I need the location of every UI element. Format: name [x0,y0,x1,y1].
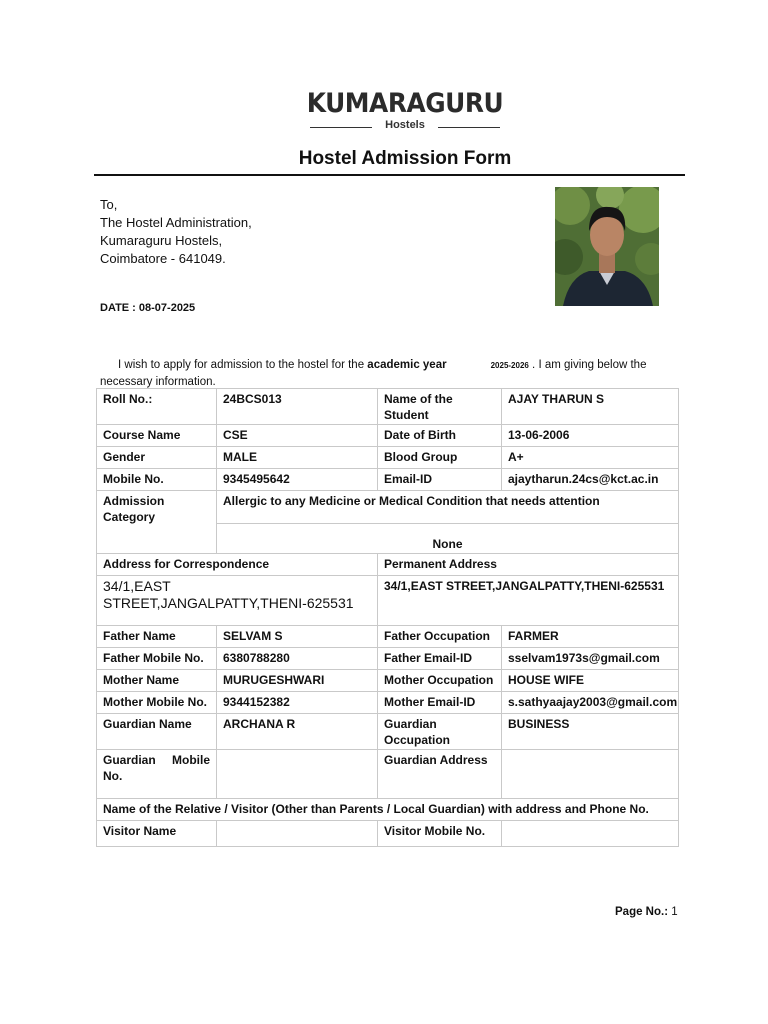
father-mobile-value: 6380788280 [217,648,378,670]
mother-occupation-label: Mother Occupation [378,670,502,692]
mother-name-value: MURUGESHWARI [217,670,378,692]
guardian-occupation-value: BUSINESS [502,714,679,750]
guardian-mobile-label: Guardian Mobile No. [97,750,217,799]
mother-name-label: Mother Name [97,670,217,692]
table-row [97,648,679,670]
permanent-address-label: Permanent Address [378,554,679,576]
correspondence-address-value: 34/1,EAST STREET,JANGALPATTY,THENI-625531 [97,576,378,626]
table-row [97,714,679,750]
logo-wordmark: KUMARAGURU [306,88,504,119]
father-occupation-value: FARMER [502,626,679,648]
dob-value: 13-06-2006 [502,425,679,447]
address-line: Coimbatore - 641049. [100,251,226,266]
admission-form-table [96,388,679,847]
mother-email-label: Mother Email-ID [378,692,502,714]
visitor-mobile-label: Visitor Mobile No. [378,821,502,847]
mother-mobile-label: Mother Mobile No. [97,692,217,714]
table-row [97,389,679,425]
father-mobile-label: Father Mobile No. [97,648,217,670]
mother-email-value: s.sathyaajay2003@gmail.com [502,692,679,714]
father-email-label: Father Email-ID [378,648,502,670]
father-name-label: Father Name [97,626,217,648]
table-row [97,491,679,524]
address-line: To, [100,197,118,212]
table-row [97,750,679,799]
page-number [615,906,678,918]
mobile-value: 9345495642 [217,469,378,491]
intro-text-1: I wish to apply for admission to the hostel for the [118,359,368,371]
email-label: Email-ID [378,469,502,491]
student-photo-image [555,187,659,306]
academic-year: 2025-2026 [490,361,529,370]
correspondence-address-label: Address for Correspondence [97,554,378,576]
email-value: ajaytharun.24cs@kct.ac.in [502,469,679,491]
roll-no-value: 24BCS013 [217,389,378,425]
intro-paragraph [100,357,680,390]
visitor-mobile-value [502,821,679,847]
father-name-value: SELVAM S [217,626,378,648]
relative-visitor-label: Name of the Relative / Visitor (Other than Parents / Local Guardian) with address and Phone No. [97,799,679,821]
table-row [97,447,679,469]
mother-mobile-value: 9344152382 [217,692,378,714]
allergy-value: None [217,524,679,554]
father-occupation-label: Father Occupation [378,626,502,648]
guardian-address-value [502,750,679,799]
mobile-label: Mobile No. [97,469,217,491]
course-name-label: Course Name [97,425,217,447]
student-name-value: AJAY THARUN S [502,389,679,425]
address-line: Kumaraguru Hostels, [100,233,223,248]
guardian-address-label: Guardian Address [378,750,502,799]
guardian-name-value: ARCHANA R [217,714,378,750]
allergy-label: Allergic to any Medicine or Medical Condition that needs attention [217,491,679,524]
course-name-value: CSE [217,425,378,447]
visitor-name-value [217,821,378,847]
table-row [97,799,679,821]
table-row [97,576,679,626]
table-row [97,554,679,576]
blood-group-label: Blood Group [378,447,502,469]
table-row [97,670,679,692]
admission-category-label: Admission Category [97,491,217,554]
table-row [97,626,679,648]
table-row [97,692,679,714]
recipient-address [100,196,252,268]
guardian-name-label: Guardian Name [97,714,217,750]
logo-subtitle [310,119,500,133]
table-row [97,469,679,491]
father-email-value: sselvam1973s@gmail.com [502,648,679,670]
page-number-value: 1 [671,906,678,918]
intro-text-2: . I am giving below the necessary information. [100,359,647,388]
student-name-label: Name of the Student [378,389,502,425]
address-line: The Hostel Administration, [100,215,252,230]
table-row [97,821,679,847]
roll-no-label: Roll No.: [97,389,217,425]
gender-value: MALE [217,447,378,469]
permanent-address-value: 34/1,EAST STREET,JANGALPATTY,THENI-625531 [378,576,679,626]
gender-label: Gender [97,447,217,469]
mother-occupation-value: HOUSE WIFE [502,670,679,692]
form-title: Hostel Admission Form [298,148,512,169]
application-date: DATE : 08-07-2025 [100,302,196,314]
title-divider [94,174,685,176]
blood-group-value: A+ [502,447,679,469]
table-row [97,425,679,447]
logo-line-right [438,127,500,128]
page-number-label: Page No.: [615,906,669,918]
visitor-name-label: Visitor Name [97,821,217,847]
student-photo [555,187,659,306]
logo-subtitle-text: Hostels [385,119,425,131]
guardian-occupation-label: Guardian Occupation [378,714,502,750]
guardian-mobile-value [217,750,378,799]
intro-bold: academic year [367,359,447,371]
dob-label: Date of Birth [378,425,502,447]
